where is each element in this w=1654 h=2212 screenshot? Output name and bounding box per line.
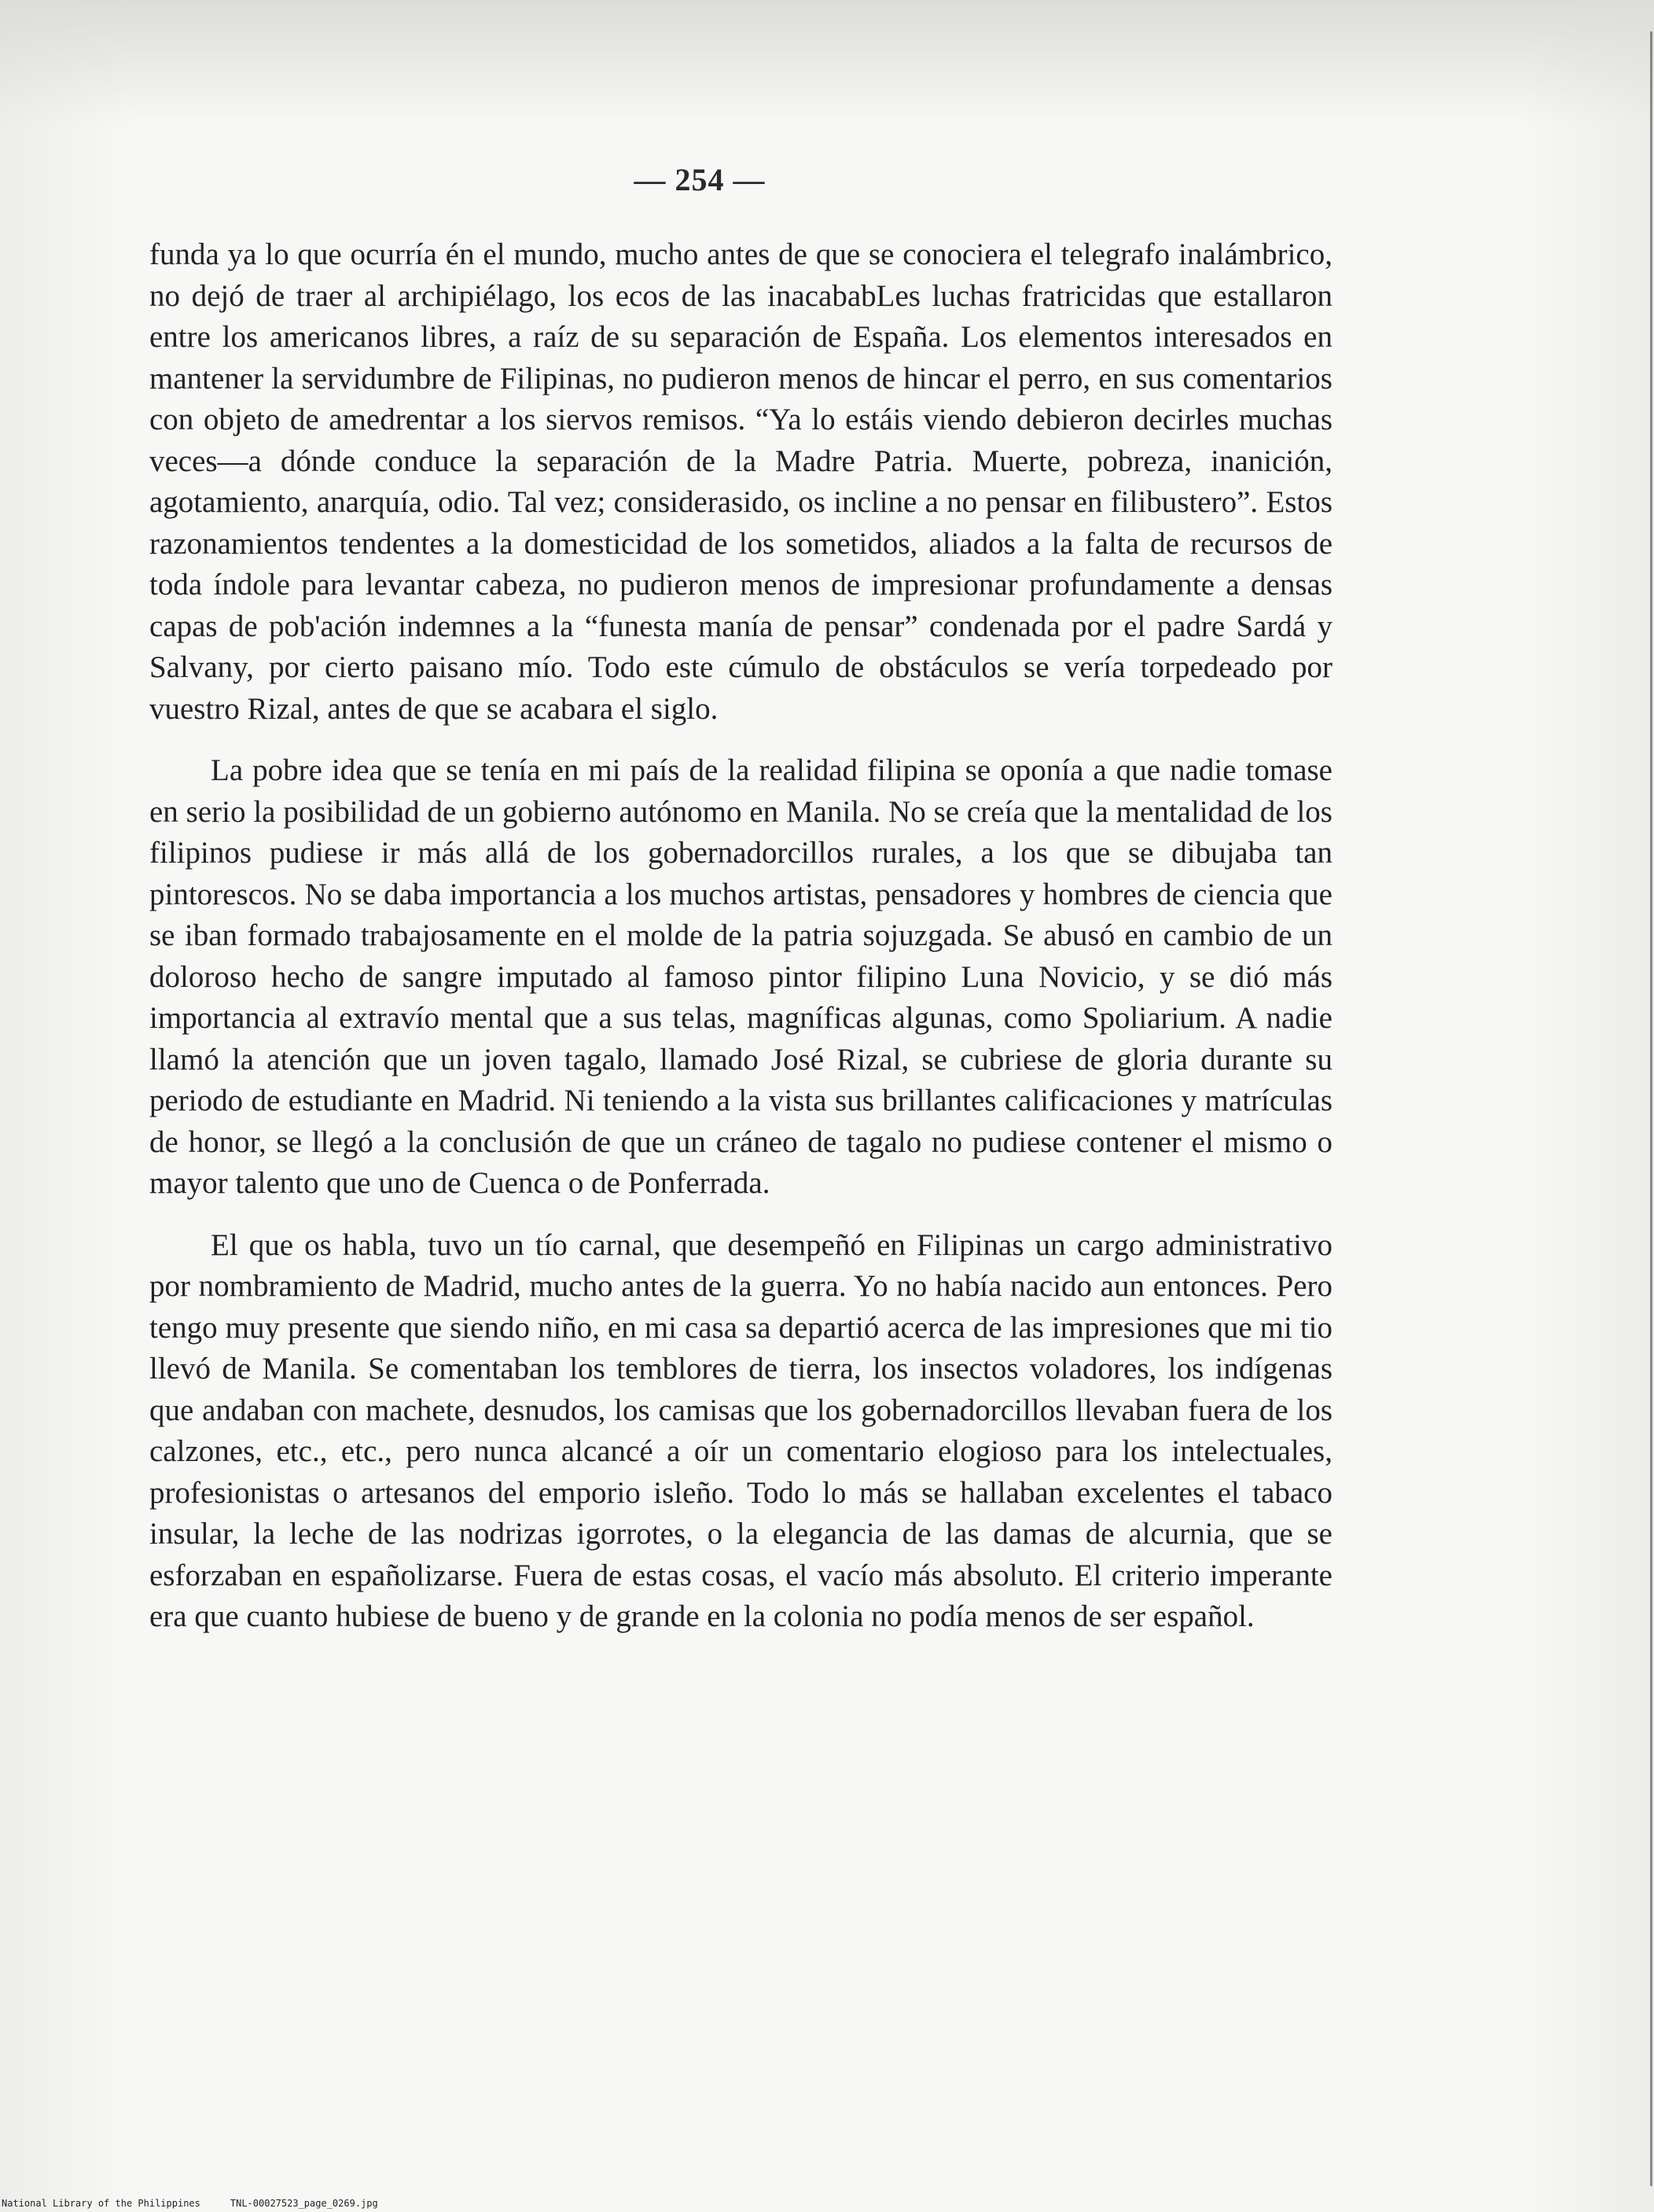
footer-filename: TNL-00027523_page_0269.jpg — [230, 2198, 378, 2209]
paragraph-1: funda ya lo que ocurría én el mundo, mucho antes de que se conociera el telegrafo inalámbrico, no dejó de traer al archipiélago, los ecos de las inacababLes luchas fratricidas que estallaron entre los americanos libres, a raíz de su separación de España. Los elementos interesados en mantener la servidumbre de Filipinas, no pudieron menos de hincar el perro, en sus comentarios con objeto de amedrentar a los siervos remisos. “Ya lo estáis viendo debieron decirles muchas veces—a dónde conduce la separación de la Madre Patria. Muerte, pobreza, inanición, agotamiento, anarquía, odio. Tal vez; considerasido, os incline a no pensar en filibustero”. Estos razonamientos tendentes a la domesticidad de los sometidos, aliados a la falta de recursos de toda índole para levantar cabeza, no pudieron menos de impresionar profundamente a densas capas de pob'ación indemnes a la “funesta manía de pensar” condenada por el padre Sardá y Salvany, por cierto paisano mío. Todo este cúmulo de obstáculos se vería torpedeado por vuestro Rizal, antes de que se acabara el siglo. — [149, 237, 1332, 726]
paragraph-2: La pobre idea que se tenía en mi país de la realidad filipina se oponía a que nadie tomase en serio la posibilidad de un gobierno autónomo en Manila. No se creía que la mentalidad de los filipinos pudiese ir más allá de los gobernadorcillos rurales, a los que se dibujaba tan pintorescos. No se daba importancia a los muchos artistas, pensadores y hombres de ciencia que se iban formado trabajosamente en el molde de la patria sojuzgada. Se abusó en cambio de un doloroso hecho de sangre imputado al famoso pintor filipino Luna Novicio, y se dió más importancia al extravío mental que a sus telas, magníficas algunas, como Spoliarium. A nadie llamó la atención que un joven tagalo, llamado José Rizal, se cubriese de gloria durante su periodo de estudiante en Madrid. Ni teniendo a la vista sus brillantes calificaciones y matrículas de honor, se llegó a la conclusión de que un cráneo de tagalo no pudiese contener el mismo o mayor talento que uno de Cuenca o de Ponferrada. — [149, 753, 1332, 1200]
paragraph-3: El que os habla, tuvo un tío carnal, que desempeñó en Filipinas un cargo administrativo por nombramiento de Madrid, mucho antes de la guerra. Yo no había nacido aun entonces. Pero tengo muy presente que siendo niño, en mi casa sa departió acerca de las impresiones que mi tio llevó de Manila. Se comentaban los temblores de tierra, los insectos voladores, los indígenas que andaban con machete, desnudos, los camisas que los gobernadorcillos llevaban fuera de los calzones, etc., etc., pero nunca alcancé a oír un comentario elogioso para los intelectuales, profesionistas o artesanos del emporio isleño. Todo lo más se hallaban excelentes el tabaco insular, la leche de las nodrizas igorrotes, o la elegancia de las damas de alcurnia, que se esforzaban en españolizarse. Fuera de estas cosas, el vacío más absoluto. El criterio imperante era que cuanto hubiese de bueno y de grande en la colonia no podía menos de ser español. — [149, 1227, 1332, 1633]
page-number: — 254 — — [634, 162, 766, 197]
body-text — [149, 234, 1332, 1638]
footer-library: National Library of the Philippines — [2, 2198, 200, 2209]
scan-footer — [2, 2198, 378, 2209]
page-shadow — [0, 0, 1654, 126]
page-edge-line — [1650, 31, 1652, 2186]
